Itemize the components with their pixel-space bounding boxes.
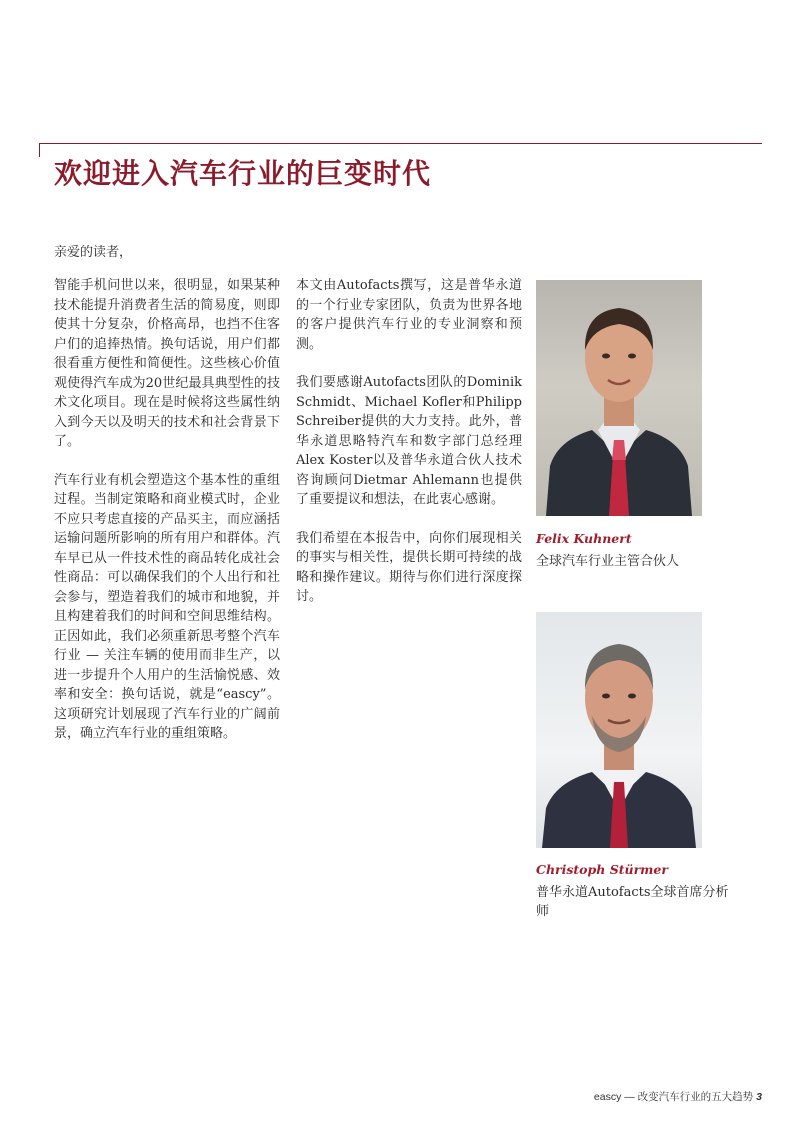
paragraph: 智能手机问世以来，很明显，如果某种技术能提升消费者生活的简易度，则即使其十分复杂，价格高昂，也挡不住客户们的追捧热情。换句话说，用户们都很看重方便性和简便性。这些核心价值观使得汽车成为20世纪最具典型性的技术文化项目。现在是时候将这些属性纳入到今天以及明天的技术和社会背景下了。 <box>54 278 280 449</box>
paragraph: 我们希望在本报告中，向你们展现相关的事实与相关性，提供长期可持续的战略和操作建议。期待与你们进行深度探讨。 <box>296 530 522 604</box>
paragraph: 我们要感谢Autofacts团队的Dominik Schmidt、Michael Kofler和Philipp Schreiber提供的大力支持。此外，普华永道思略特汽车和数字部门总经理Alex Koster以及普华永道合伙人技术咨询顾问Dietmar Ahlemann也提供了重要提议和想法，在此衷心感谢。 <box>296 375 522 507</box>
body-column-left <box>54 276 280 763</box>
portrait-photo-christoph-sturmer <box>536 612 702 848</box>
paragraph: 本文由Autofacts撰写，这是普华永道的一个行业专家团队，负责为世界各地的客户提供汽车行业的专业洞察和预测。 <box>296 278 522 352</box>
person-name-christoph-sturmer: Christoph Stürmer <box>536 862 668 877</box>
page-footer <box>594 1089 762 1104</box>
portrait-photo-felix-kuhnert <box>536 280 702 516</box>
header-rule-horizontal <box>39 143 762 144</box>
salutation: 亲爱的读者， <box>54 245 133 260</box>
paragraph: 汽车行业有机会塑造这个基本性的重组过程。当制定策略和商业模式时，企业不应只考虑直接的产品买主，而应涵括运输问题所影响的所有用户和群体。汽车早已从一件技术性的商品转化成社会性商品：可以确保我们的个人出行和社会参与，塑造着我们的城市和地貌，并且构建着我们的时间和空间思维结构。正因如此，我们必须重新思考整个汽车行业 — 关注车辆的使用而非生产，以进一步提升个人用户的生活愉悦感、效率和安全：换句话说，就是“eascy”。这项研究计划展现了汽车行业的广阔前景，确立汽车行业的重组策略。 <box>54 472 280 741</box>
person-role: 全球汽车行业主管合伙人 <box>536 554 680 569</box>
person-name-felix-kuhnert: Felix Kuhnert <box>536 531 632 546</box>
person-role: 普华永道Autofacts全球首席分析师 <box>536 885 729 919</box>
page-number: 3 <box>756 1091 762 1103</box>
header-rule-vertical <box>39 143 40 157</box>
page-title: 欢迎进入汽车行业的巨变时代 <box>54 157 432 190</box>
footer-text: eascy — 改变汽车行业的五大趋势 <box>593 1091 754 1103</box>
body-column-middle <box>296 276 522 626</box>
